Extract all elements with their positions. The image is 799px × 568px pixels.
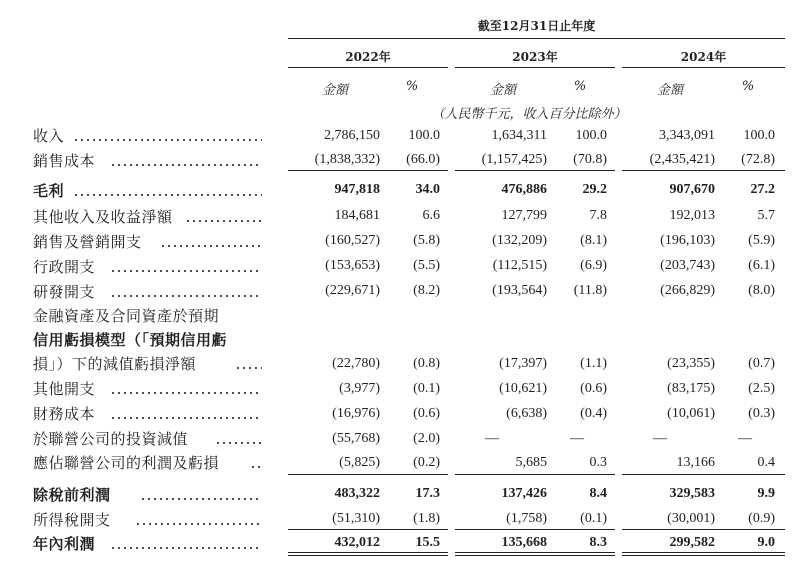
table-cell: (23,355) [667,356,715,371]
table-cell: (1.1) [580,356,607,371]
row-label-gross-profit: 毛利 [33,182,65,200]
table-cell: 432,012 [334,535,380,550]
subtotal-line-2022 [288,170,448,171]
table-cell: (8.1) [580,233,607,248]
table-cell: (17,397) [499,356,547,371]
dot-leader [135,523,262,525]
dot-leader [110,417,262,419]
year-2024-underline [622,67,785,68]
table-cell: 100.0 [408,128,440,143]
table-cell: — [570,431,584,446]
dot-leader [110,547,262,549]
total-double-line-2022 [288,552,448,556]
table-cell: 9.0 [757,535,775,550]
row-label-impairment-line1: 金融資產及合同資產於預期 [33,307,220,325]
row-label-rnd-expenses: 研發開支 [33,283,96,301]
dot-leader [215,442,262,444]
table-cell: (72.8) [741,152,775,167]
row-label-profit-for-year: 年內利潤 [33,535,96,553]
year-2023: 2023年 [512,50,558,64]
table-cell: 13,166 [676,455,715,470]
table-cell: (160,527) [325,233,380,248]
table-cell: (5.9) [748,233,775,248]
subtotal-line-2023 [455,170,615,171]
row-label-cost-of-sales: 銷售成本 [33,152,96,170]
table-cell: (30,001) [667,511,715,526]
dot-leader [110,295,262,297]
pretax-line-2022 [288,474,448,475]
table-cell: (112,515) [492,258,547,273]
table-cell: 8.3 [589,535,607,550]
table-cell: (0.1) [413,381,440,396]
table-cell: (1,157,425) [481,152,547,167]
tax-line-2022 [288,529,448,530]
table-cell: (11.8) [573,283,607,298]
tax-line-2024 [622,529,785,530]
row-label-income-tax: 所得稅開支 [33,511,111,529]
row-label-profit-before-tax: 除稅前利潤 [33,486,111,504]
table-cell: (0.6) [580,381,607,396]
table-cell: (2.5) [748,381,775,396]
dot-leader [110,270,262,272]
total-double-line-2024 [622,552,785,556]
table-cell: (6.9) [580,258,607,273]
table-cell: 483,322 [334,486,380,501]
dot-leader [160,245,262,247]
row-label-impairment-line2: 信用虧損模型（「預期信用虧 [33,331,228,349]
period-underline [288,38,785,39]
table-cell: 34.0 [415,182,440,197]
table-cell: (51,310) [332,511,380,526]
year-2024: 2024年 [680,50,727,64]
table-cell: 2,786,150 [324,128,380,143]
table-cell: 5,685 [515,455,547,470]
table-cell: (0.1) [580,511,607,526]
table-cell: — [653,431,667,446]
table-cell: (66.0) [406,152,440,167]
row-label-associate-impairment: 於聯營公司的投資減值 [33,430,189,448]
table-cell: (5.8) [413,233,440,248]
table-cell: (70.8) [573,152,607,167]
year-2022: 2022年 [345,50,391,64]
row-label-finance-costs: 財務成本 [33,405,96,423]
year-2023-underline [455,67,615,68]
table-cell: 127,799 [501,208,547,223]
table-cell: 1,634,311 [491,128,547,143]
year-2022-underline [288,67,448,68]
table-cell: (2.0) [413,431,440,446]
row-label-other-income: 其他收入及收益淨額 [33,208,173,226]
table-cell: (6,638) [506,406,547,421]
table-cell: 9.9 [757,486,775,501]
total-double-line-2023 [455,552,615,556]
table-cell: 947,818 [334,182,380,197]
unit-note: （人民幣千元，收入百分比除外） [431,107,627,122]
table-cell: (0.9) [748,511,775,526]
table-cell: (132,209) [492,233,547,248]
table-cell: 5.7 [757,208,775,223]
table-cell: 0.3 [589,455,607,470]
dot-leader [110,164,262,166]
percent-header-2023: % [573,79,587,94]
table-cell: 137,426 [501,486,547,501]
table-cell: (3,977) [339,381,380,396]
table-cell: — [485,431,499,446]
dot-leader [73,139,262,141]
table-cell: 3,343,091 [659,128,715,143]
table-cell: (8.0) [748,283,775,298]
table-cell: (83,175) [667,381,715,396]
pretax-line-2024 [622,474,785,475]
table-cell: 184,681 [334,208,380,223]
dot-leader [235,367,262,369]
table-cell: 299,582 [669,535,715,550]
table-cell: (6.1) [748,258,775,273]
dot-leader [185,220,262,222]
table-cell: 7.8 [589,208,607,223]
table-cell: (0.4) [580,406,607,421]
table-cell: (22,780) [332,356,380,371]
row-label-impairment-line3: 損」）下的減值虧損淨額 [33,355,197,373]
table-cell: (193,564) [492,283,547,298]
table-cell: 15.5 [415,535,440,550]
subtotal-line-2024 [622,170,785,171]
table-cell: (2,435,421) [649,152,715,167]
table-cell: 329,583 [669,486,715,501]
table-cell: (1,758) [506,511,547,526]
amount-header-2022: 金額 [321,83,348,98]
table-cell: 100.0 [743,128,775,143]
table-cell: (16,976) [332,406,380,421]
table-cell: 8.4 [589,486,607,501]
table-cell: (1.8) [413,511,440,526]
table-cell: (5.5) [413,258,440,273]
dot-leader [140,498,262,500]
table-cell: (5,825) [339,455,380,470]
table-cell: (196,103) [660,233,715,248]
percent-header-2024: % [741,79,755,94]
row-label-share-of-associates: 應佔聯營公司的利潤及虧損 [33,454,220,472]
tax-line-2023 [455,529,615,530]
table-cell: (229,671) [325,283,380,298]
table-cell: (10,061) [667,406,715,421]
row-label-other-expenses: 其他開支 [33,380,96,398]
table-cell: (0.2) [413,455,440,470]
table-cell: 29.2 [582,182,607,197]
dot-leader [250,466,262,468]
table-cell: 476,886 [501,182,547,197]
table-cell: — [738,431,752,446]
table-cell: 135,668 [501,535,547,550]
table-cell: (0.6) [413,406,440,421]
table-cell: 192,013 [669,208,715,223]
table-cell: (55,768) [332,431,380,446]
table-cell: (153,653) [325,258,380,273]
table-cell: (10,621) [499,381,547,396]
dot-leader [110,392,262,394]
row-label-revenue: 收入 [33,127,65,145]
table-cell: 100.0 [575,128,607,143]
table-cell: (0.3) [748,406,775,421]
table-cell: (1,838,332) [314,152,380,167]
pretax-line-2023 [455,474,615,475]
percent-header-2022: % [405,79,419,94]
period-title: 截至12月31日止年度 [477,19,596,33]
row-label-admin-expenses: 行政開支 [33,258,96,276]
table-cell: (203,743) [660,258,715,273]
table-cell: 27.2 [750,182,775,197]
amount-header-2023: 金額 [489,83,516,98]
table-cell: 6.6 [422,208,440,223]
table-cell: 17.3 [415,486,440,501]
table-cell: (266,829) [660,283,715,298]
table-cell: (8.2) [413,283,440,298]
table-cell: (0.7) [748,356,775,371]
table-cell: (0.8) [413,356,440,371]
dot-leader [73,194,262,196]
amount-header-2024: 金額 [656,83,683,98]
table-cell: 907,670 [669,182,715,197]
table-cell: 0.4 [757,455,775,470]
row-label-selling-expenses: 銷售及營銷開支 [33,233,142,251]
